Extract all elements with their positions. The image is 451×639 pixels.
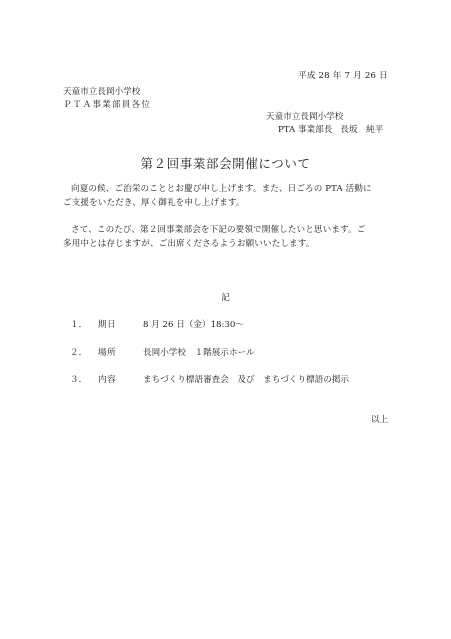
ki-heading: 記 <box>221 293 230 303</box>
recipient-line-members: ＰＴＡ事業部員各位 <box>63 100 152 110</box>
recipient-line-school: 天童市立長岡小学校 <box>63 87 141 97</box>
item-label: 内容 <box>98 375 117 385</box>
item-label: 場所 <box>98 348 117 358</box>
document-date: 平成 28 年 7 月 26 日 <box>298 71 388 81</box>
greeting-line-1: 向夏の候、ご治栄のこととお慶び申し上げます。また、日ごろの PTA 活動に <box>71 184 372 194</box>
item-number: １． <box>70 320 88 330</box>
item-value: 8 月 26 日（金）18:30〜 <box>143 320 244 330</box>
item-value: 長岡小学校 １階展示ホール <box>143 348 255 358</box>
item-number: ２． <box>70 348 88 358</box>
sender-school: 天童市立長岡小学校 <box>266 112 344 122</box>
greeting-line-2: ご支援をいただき、厚く御礼を申し上げます。 <box>63 197 245 208</box>
sender-name: 長坂 純平 <box>340 125 384 135</box>
closing-ijou: 以上 <box>371 415 389 425</box>
list-item-date <box>70 321 244 330</box>
list-item-place <box>70 349 255 358</box>
item-number: ３． <box>70 375 88 385</box>
item-value: まちづくり標語審査会 及び まちづくり標語の掲示 <box>143 375 350 385</box>
notice-line-2: 多用中とは存じますが、ご出席くださるようお願いいたします。 <box>63 238 315 249</box>
greeting-paragraph <box>63 183 393 210</box>
list-item-content <box>70 376 349 385</box>
sender-role: PTA 事業部長 <box>278 125 333 135</box>
sender-signature <box>278 126 383 135</box>
item-label: 期日 <box>98 320 117 330</box>
notice-line-1: さて、このたび、第２回事業部会を下記の要領で開催したいと思います。ご <box>71 225 366 235</box>
notice-paragraph <box>63 224 393 251</box>
document-title: 第２回事業部会開催について <box>140 156 311 171</box>
